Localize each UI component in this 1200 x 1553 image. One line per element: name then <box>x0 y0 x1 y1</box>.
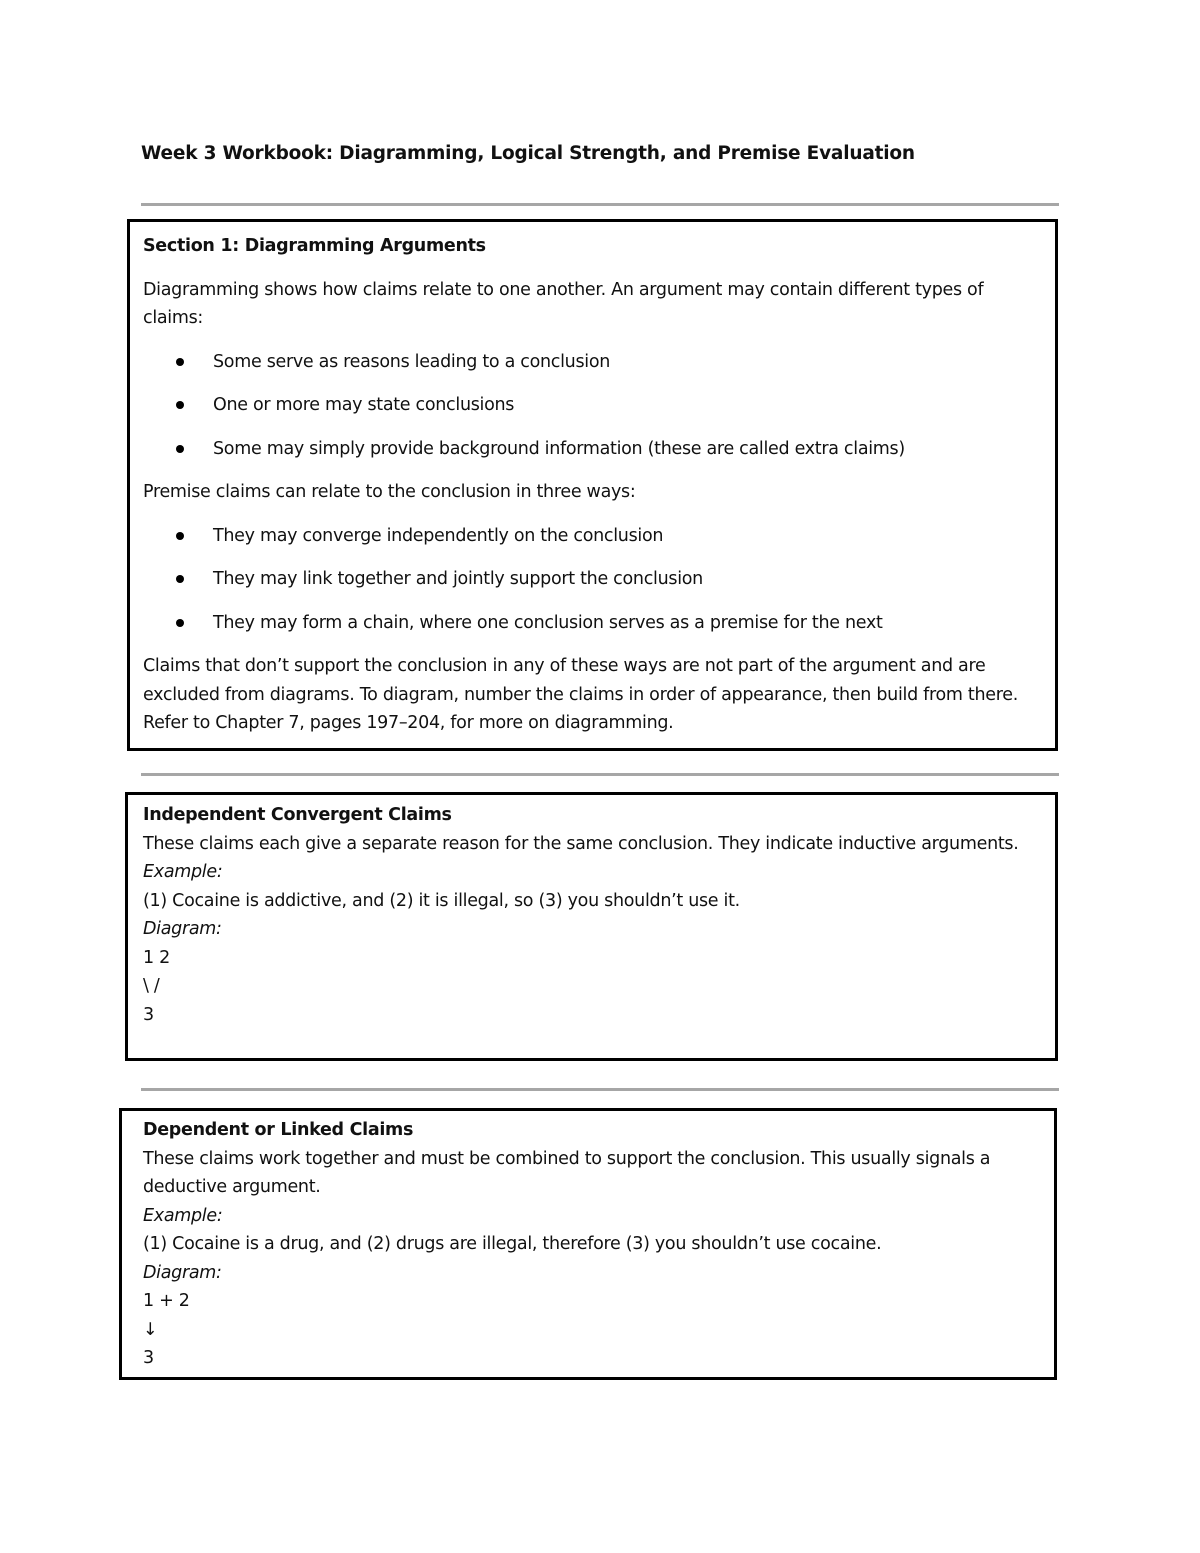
section-description: These claims each give a separate reason for the same conclusion. They indicate inductive arguments. <box>143 833 1019 854</box>
example-label: Example: <box>143 862 223 882</box>
bullet-icon <box>176 575 184 583</box>
page-title: Week 3 Workbook: Diagramming, Logical Strength, and Premise Evaluation <box>141 143 915 164</box>
list-item: They may converge independently on the conclusion <box>143 522 1045 551</box>
bullet-icon <box>176 401 184 409</box>
list-item: One or more may state conclusions <box>143 391 1045 420</box>
divider <box>141 1088 1059 1091</box>
divider <box>141 203 1059 206</box>
diagram-label: Diagram: <box>143 1262 222 1283</box>
claim-types-list <box>143 348 1045 464</box>
example-text: (1) Cocaine is a drug, and (2) drugs are illegal, therefore (3) you shouldn’t use cocaine. <box>143 1234 882 1254</box>
divider <box>141 773 1059 776</box>
diagram-line: ↓ <box>143 1319 158 1340</box>
section-heading: Independent Convergent Claims <box>143 805 452 825</box>
list-item: Some may simply provide background information (these are called extra claims) <box>143 435 1045 464</box>
section-heading: Section 1: Diagramming Arguments <box>143 236 486 256</box>
section-linked-claims <box>119 1108 1057 1380</box>
list-item: They may link together and jointly support the conclusion <box>143 565 1045 594</box>
bullet-icon <box>176 532 184 540</box>
diagram-line: \ / <box>143 976 160 996</box>
section-heading: Dependent or Linked Claims <box>143 1120 414 1140</box>
diagram-line: 3 <box>143 1004 154 1025</box>
example-text: (1) Cocaine is addictive, and (2) it is illegal, so (3) you shouldn’t use it. <box>143 890 740 911</box>
diagram-label: Diagram: <box>143 919 222 939</box>
list-item: They may form a chain, where one conclusion serves as a premise for the next <box>143 609 1045 638</box>
bullet-icon <box>176 358 184 366</box>
bullet-icon <box>176 445 184 453</box>
bullet-icon <box>176 619 184 627</box>
section-intro: Diagramming shows how claims relate to one another. An argument may contain different types of claims: <box>143 279 984 328</box>
relation-intro: Premise claims can relate to the conclusion in three ways: <box>143 482 636 502</box>
example-label: Example: <box>143 1205 223 1226</box>
relations-list <box>143 522 1045 638</box>
diagram-line: 1 2 <box>143 947 170 968</box>
section-diagramming-arguments <box>127 219 1058 751</box>
diagram-line: 3 <box>143 1348 154 1368</box>
section-description: These claims work together and must be combined to support the conclusion. This usually signals a deductive argument. <box>143 1148 991 1197</box>
section-convergent-claims <box>125 792 1058 1061</box>
diagram-line: 1 + 2 <box>143 1291 190 1311</box>
section-closing: Claims that don’t support the conclusion in any of these ways are not part of the argument and are excluded from diagrams. To diagram, number the claims in order of appearance, then build from there. Refer to Chapter 7, pages 197–204, for more on diagramming. <box>143 656 1018 733</box>
list-item: Some serve as reasons leading to a conclusion <box>143 348 1045 377</box>
